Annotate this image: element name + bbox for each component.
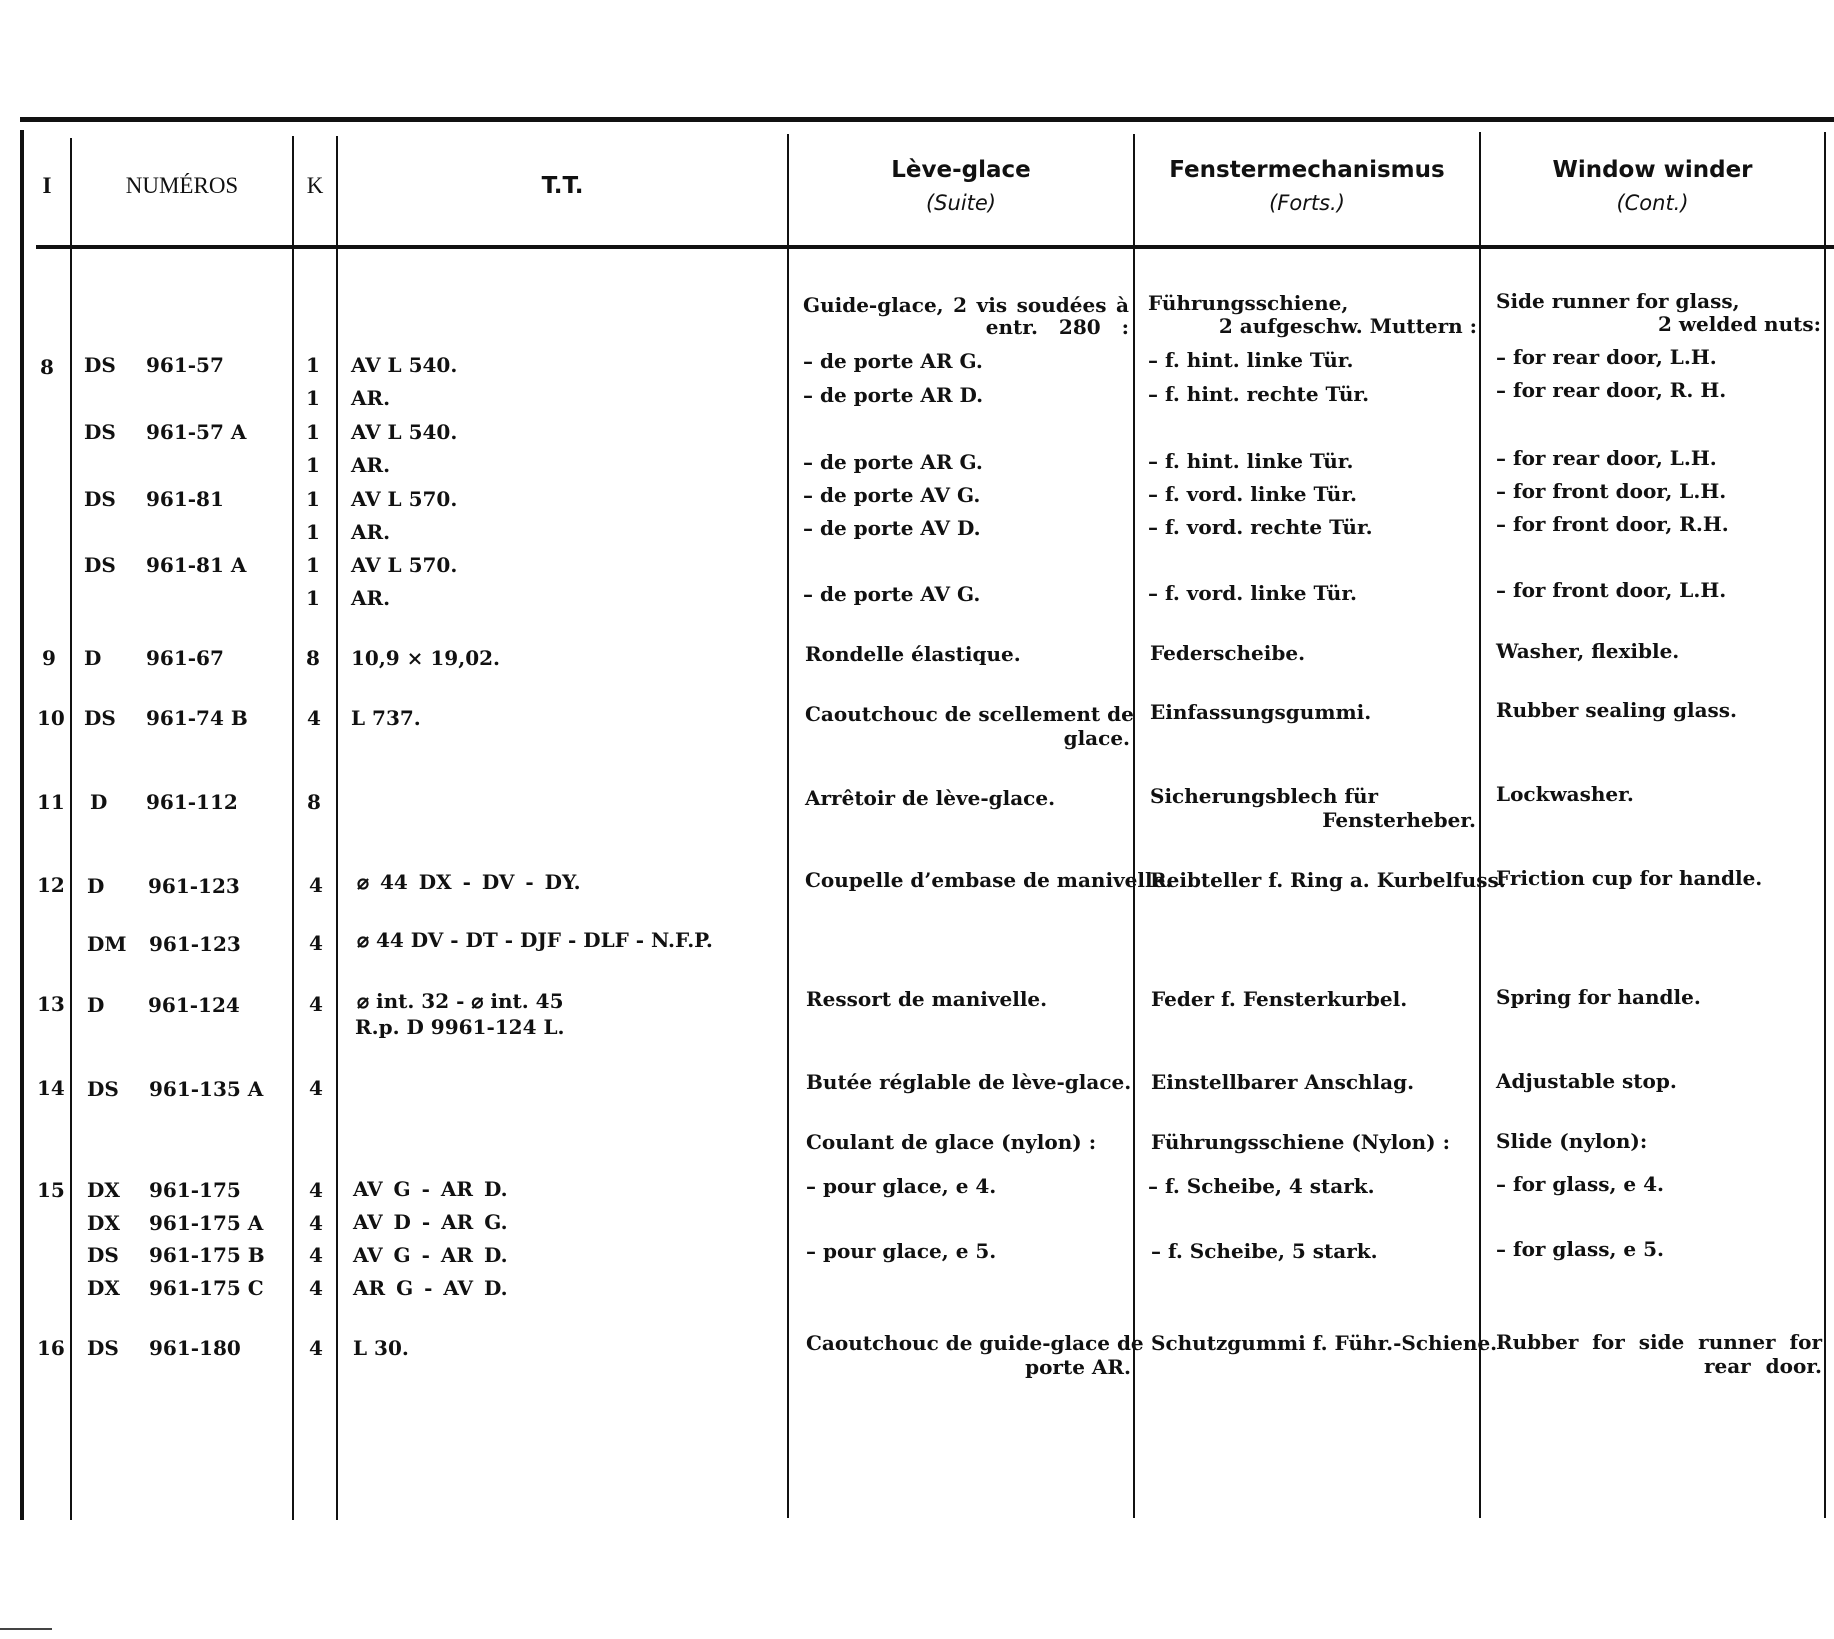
row-de: – f. hint. linke Tür.: [1148, 449, 1354, 473]
row-prefix: DS: [87, 1336, 119, 1360]
header-col-k: K: [306, 173, 324, 198]
row-k: 1: [306, 487, 320, 511]
row-en: Adjustable stop.: [1496, 1069, 1677, 1093]
row-prefix: DS: [84, 487, 116, 511]
row-de-cont: Fensterheber.: [1322, 808, 1476, 832]
row-k: 1: [306, 386, 320, 410]
row-en-cont: rear door.: [1703, 1354, 1822, 1378]
row-k: 8: [306, 646, 320, 670]
row-k: 1: [306, 520, 320, 544]
header-fr-sub: (Suite): [925, 191, 996, 215]
header-col-de: [1135, 132, 1479, 240]
header-col-i: I: [42, 173, 52, 198]
row-number: 961-180: [149, 1336, 241, 1360]
row-de: Einstellbarer Anschlag.: [1151, 1070, 1415, 1094]
row-k: 4: [309, 1211, 323, 1235]
row-de: Schutzgummi f. Führ.-Schiene.: [1151, 1331, 1498, 1355]
row-en: Spring for handle.: [1496, 985, 1701, 1009]
row-de: Reibteller f. Ring a. Kurbelfuss.: [1150, 868, 1506, 892]
row-de: Feder f. Fensterkurbel.: [1151, 987, 1408, 1011]
row-number: 961-175 B: [149, 1243, 265, 1267]
row-prefix: DX: [87, 1211, 120, 1235]
row-en: Washer, flexible.: [1496, 639, 1680, 663]
row-number: 961-67: [146, 646, 224, 670]
row-fr: – de porte AV D.: [803, 516, 981, 540]
header-en-sub: (Cont.): [1616, 191, 1689, 215]
row-tt: AR.: [351, 453, 391, 477]
row-fr-cont: glace.: [1063, 726, 1130, 750]
row-fr: – de porte AR G.: [803, 349, 983, 373]
row-en: Rubber sealing glass.: [1496, 698, 1738, 722]
table-left-rule: [20, 130, 24, 1520]
row-number: 961-81 A: [146, 553, 247, 577]
row-tt: AV D - AR G.: [353, 1210, 508, 1234]
row-fr: Ressort de manivelle.: [806, 987, 1048, 1011]
row-k: 1: [306, 420, 320, 444]
row-en: – for glass, e 5.: [1496, 1237, 1664, 1261]
row-fr: Arrêtoir de lève-glace.: [805, 786, 1056, 810]
group-guide-fr-line1: Guide-glace, 2 vis soudées à: [803, 293, 1129, 317]
row-de: Sicherungsblech für: [1150, 784, 1379, 808]
row-k: 1: [306, 353, 320, 377]
header-bottom-rule: [36, 245, 1834, 249]
row-fr: – de porte AV G.: [803, 582, 981, 606]
row-fr: – de porte AR D.: [803, 383, 984, 407]
row-tt: AV L 540.: [351, 420, 458, 444]
row-number: 961-123: [149, 932, 241, 956]
row-tt: ⌀ 44 DV - DT - DJF - DLF - N.F.P.: [357, 928, 713, 952]
row-prefix: DX: [87, 1178, 120, 1202]
row-de: – f. vord. linke Tür.: [1148, 482, 1358, 506]
page-corner-mark: [0, 1628, 52, 1630]
row-en: – for front door, L.H.: [1496, 479, 1727, 503]
row-k: 8: [307, 790, 321, 814]
row-fr: – pour glace, e 4.: [806, 1174, 997, 1198]
row-en: – for front door, R.H.: [1496, 512, 1729, 536]
row-index: 16: [37, 1336, 65, 1360]
header-col-numeros: NUMÉROS: [125, 173, 239, 198]
row-k: 1: [306, 453, 320, 477]
row-prefix: DS: [87, 1243, 119, 1267]
group-guide-de-line1: Führungsschiene,: [1148, 291, 1349, 315]
group-slide-fr: Coulant de glace (nylon) :: [806, 1130, 1097, 1154]
group-slide-en: Slide (nylon):: [1496, 1129, 1648, 1153]
row-fr: Rondelle élastique.: [805, 642, 1021, 666]
row-number: 961-57 A: [146, 420, 247, 444]
row-prefix: D: [90, 790, 108, 814]
row-tt: L 30.: [353, 1336, 409, 1360]
row-fr: – pour glace, e 5.: [806, 1239, 997, 1263]
row-index: 10: [37, 706, 65, 730]
row-k: 4: [309, 1243, 323, 1267]
group-guide-en-line1: Side runner for glass,: [1496, 289, 1740, 313]
row-fr-cont: porte AR.: [1025, 1355, 1131, 1379]
row-index: 14: [37, 1076, 65, 1100]
row-tt: AV L 570.: [351, 553, 458, 577]
row-en: – for front door, L.H.: [1496, 578, 1727, 602]
row-tt: 10,9 × 19,02.: [351, 646, 500, 670]
row-tt: AV L 540.: [351, 353, 458, 377]
row-fr: – de porte AV G.: [803, 483, 981, 507]
row-k: 1: [306, 586, 320, 610]
divider-fr-de: [1133, 134, 1135, 1518]
row-de: – f. Scheibe, 5 stark.: [1151, 1239, 1378, 1263]
row-tt: AR.: [351, 520, 391, 544]
row-tt: ⌀ 44 DX - DV - DY.: [357, 870, 581, 894]
row-prefix: D: [84, 646, 102, 670]
row-number: 961-175 C: [149, 1276, 264, 1300]
row-prefix: DS: [84, 706, 116, 730]
divider-tt-fr: [787, 134, 789, 1518]
header-col-en: [1481, 132, 1824, 240]
row-number: 961-175 A: [149, 1211, 264, 1235]
header-col-fr: [789, 132, 1133, 240]
row-index: 15: [37, 1178, 65, 1202]
row-tt: AV G - AR D.: [353, 1177, 508, 1201]
row-k: 1: [306, 553, 320, 577]
group-guide-en-line2: 2 welded nuts:: [1657, 312, 1821, 336]
row-tt-cont: R.p. D 9961-124 L.: [355, 1015, 565, 1039]
row-de: – f. hint. rechte Tür.: [1148, 382, 1370, 406]
row-en: Friction cup for handle.: [1496, 866, 1763, 890]
row-index: 13: [37, 992, 65, 1016]
row-prefix: DS: [84, 553, 116, 577]
row-index: 12: [37, 873, 65, 897]
row-k: 4: [309, 1076, 323, 1100]
divider-k-tt: [336, 136, 338, 1520]
row-en: Rubber for side runner for: [1496, 1330, 1822, 1354]
row-tt: AR.: [351, 586, 391, 610]
row-number: 961-112: [146, 790, 238, 814]
row-k: 4: [309, 1178, 323, 1202]
divider-i-numeros: [70, 138, 72, 1520]
row-k: 4: [309, 1276, 323, 1300]
row-fr: Butée réglable de lève-glace.: [806, 1070, 1132, 1094]
table-top-rule: [20, 117, 1834, 122]
row-prefix: DM: [87, 932, 127, 956]
row-en: – for rear door, L.H.: [1496, 446, 1717, 470]
row-number: 961-74 B: [146, 706, 248, 730]
row-prefix: DS: [87, 1077, 119, 1101]
header-col-tt: T.T.: [541, 173, 584, 199]
row-tt: AR G - AV D.: [353, 1276, 508, 1300]
row-k: 4: [309, 873, 323, 897]
row-en: – for glass, e 4.: [1496, 1172, 1664, 1196]
header-en-title: Window winder: [1552, 157, 1753, 183]
row-number: 961-123: [148, 874, 240, 898]
row-index: 9: [42, 646, 56, 670]
divider-de-en: [1479, 132, 1481, 1518]
row-index: 11: [37, 790, 65, 814]
row-de: Federscheibe.: [1150, 641, 1306, 665]
row-k: 4: [309, 1336, 323, 1360]
row-fr: Caoutchouc de scellement de: [805, 702, 1134, 726]
row-prefix: D: [87, 874, 105, 898]
row-prefix: DS: [84, 353, 116, 377]
divider-numeros-k: [292, 136, 294, 1520]
row-index: 8: [40, 355, 54, 379]
row-k: 4: [307, 706, 321, 730]
row-de: – f. vord. linke Tür.: [1148, 581, 1358, 605]
row-tt: ⌀ int. 32 - ⌀ int. 45: [357, 989, 564, 1013]
group-guide-de-line2: 2 aufgeschw. Muttern :: [1218, 314, 1477, 338]
row-fr: Caoutchouc de guide-glace de: [806, 1331, 1144, 1355]
row-prefix: DX: [87, 1276, 120, 1300]
group-guide-fr-line2: entr. 280 :: [985, 315, 1129, 339]
row-en: – for rear door, R. H.: [1496, 378, 1727, 402]
row-tt: AV L 570.: [351, 487, 458, 511]
row-k: 4: [309, 992, 323, 1016]
row-tt: L 737.: [351, 706, 421, 730]
row-de: – f. Scheibe, 4 stark.: [1148, 1174, 1375, 1198]
group-slide-de: Führungsschiene (Nylon) :: [1151, 1130, 1450, 1154]
row-de: – f. hint. linke Tür.: [1148, 348, 1354, 372]
header-de-sub: (Forts.): [1269, 191, 1345, 215]
row-fr: – de porte AR G.: [803, 450, 983, 474]
header-de-title: Fenstermechanismus: [1169, 157, 1445, 183]
header-fr-title: Lève-glace: [891, 157, 1031, 183]
row-number: 961-175: [149, 1178, 241, 1202]
row-number: 961-135 A: [149, 1077, 264, 1101]
divider-right: [1824, 132, 1826, 1518]
row-en: – for rear door, L.H.: [1496, 345, 1717, 369]
row-prefix: D: [87, 993, 105, 1017]
row-tt: AV G - AR D.: [353, 1243, 508, 1267]
row-number: 961-81: [146, 487, 224, 511]
row-en: Lockwasher.: [1496, 782, 1634, 806]
row-de: – f. vord. rechte Tür.: [1148, 515, 1373, 539]
row-number: 961-57: [146, 353, 224, 377]
row-fr: Coupelle d’embase de manivelle.: [805, 868, 1173, 892]
row-tt: AR.: [351, 386, 391, 410]
row-k: 4: [309, 931, 323, 955]
row-de: Einfassungsgummi.: [1150, 700, 1372, 724]
row-number: 961-124: [148, 993, 240, 1017]
row-prefix: DS: [84, 420, 116, 444]
